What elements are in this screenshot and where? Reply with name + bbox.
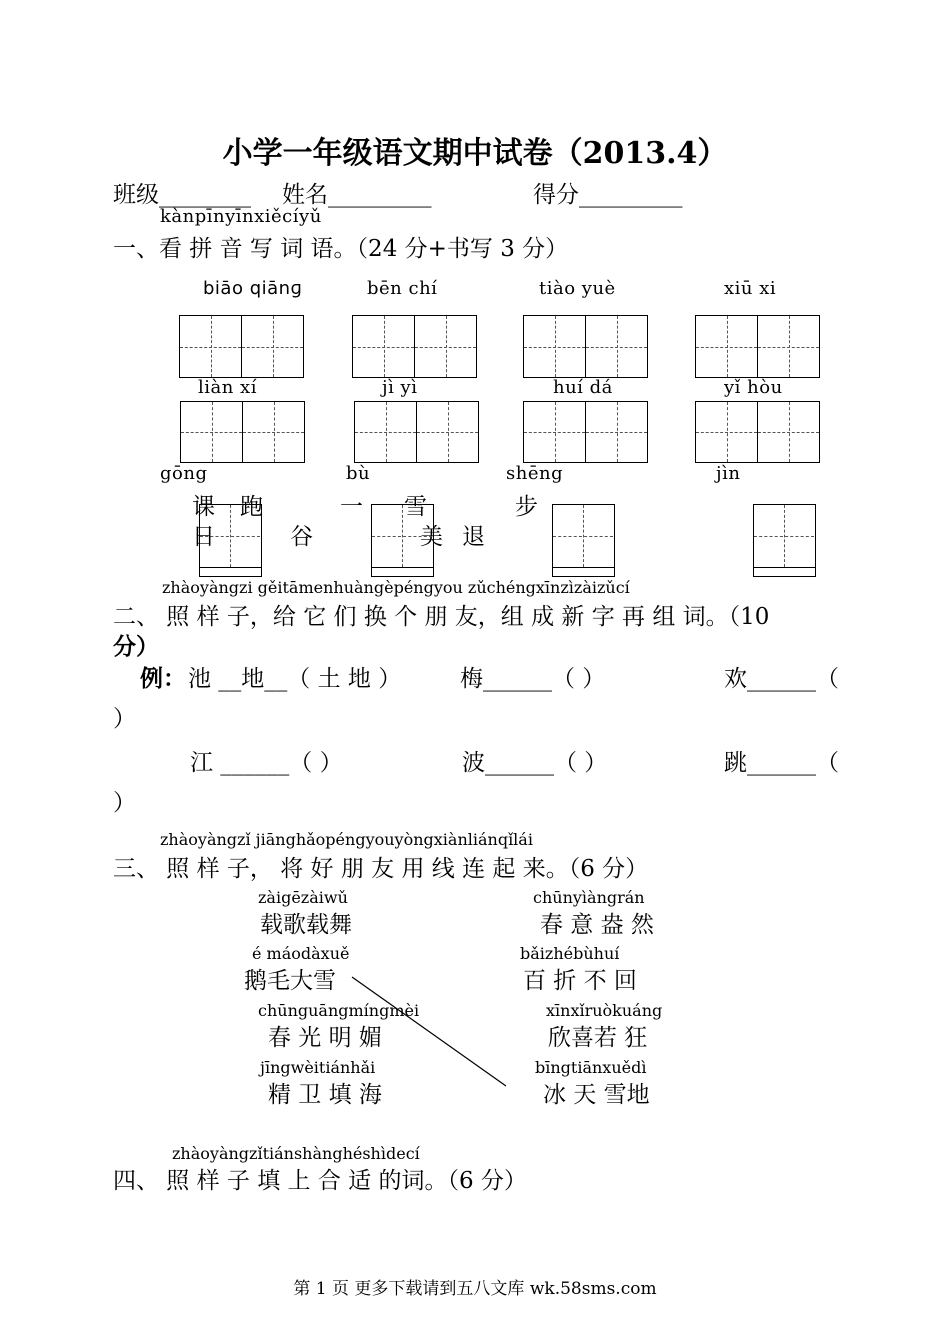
q1-pinyin-8: yǐ hòu: [724, 377, 783, 398]
q1-pinyin-10: bù: [346, 463, 371, 484]
q2-heading: 二、 照 样 子，给 它 们 换 个 朋 友，组 成 新 字 再 组 词。（10: [113, 604, 770, 630]
example-item: 池 __地__（ 土 地 ）: [188, 666, 402, 692]
page-footer: 第 1 页 更多下载请到五八文库 wk.58sms.com: [293, 1279, 657, 1299]
q1-pinyin-5: liàn xí: [198, 377, 257, 398]
char-option: 美: [420, 524, 443, 550]
idiom-pinyin: bǎizhébùhuí: [520, 944, 620, 963]
q1-pinyin: kànpīnyīnxiěcíyǔ: [160, 206, 322, 227]
char-option: 步: [515, 494, 538, 520]
close-paren: ）: [113, 790, 136, 816]
idiom-pinyin: chūnguāngmíngmèi: [258, 1001, 420, 1020]
page-title: 小学一年级语文期中试卷（2013.4）: [222, 136, 728, 171]
q1-pinyin-12: jìn: [716, 463, 741, 484]
q1-pinyin-3: tiào yuè: [539, 278, 616, 299]
idiom-right[interactable]: 春 意 盎 然: [540, 912, 654, 938]
idiom-left[interactable]: 鹅毛大雪: [244, 968, 336, 994]
q1-pinyin-4: xiū xi: [724, 278, 777, 299]
char-option: 退: [462, 524, 485, 550]
idiom-pinyin: é máodàxuě: [252, 944, 350, 963]
q1-pinyin-9: gōng: [160, 463, 208, 484]
char-option: 课: [192, 494, 215, 520]
q3-heading: 三、 照 样 子， 将 好 朋 友 用 线 连 起 来。（6 分）: [113, 856, 649, 882]
answer-blank[interactable]: 波______（ ）: [462, 750, 608, 776]
answer-blank[interactable]: 跳______（: [724, 750, 839, 776]
q1-pinyin-2: bēn chí: [367, 278, 438, 299]
char-option: 雪: [404, 494, 427, 520]
answer-blank[interactable]: 江 ______（ ）: [190, 750, 343, 776]
name-field: 姓名_________: [282, 182, 432, 208]
q1-pinyin-7: huí dá: [553, 377, 613, 398]
idiom-left[interactable]: 载歌载舞: [260, 912, 352, 938]
example-label: 例：: [140, 665, 186, 692]
q4-pinyin: zhàoyàngzǐtiánshànghéshìdecí: [172, 1144, 420, 1163]
q1-heading: 一、看 拼 音 写 词 语。（24 分+书写 3 分）: [113, 236, 569, 262]
idiom-pinyin: jīngwèitiánhǎi: [260, 1058, 376, 1077]
char-option: 谷: [290, 524, 313, 550]
answer-blank[interactable]: 梅______（ ）: [460, 666, 606, 692]
class-field: 班级________: [113, 182, 251, 208]
idiom-pinyin: zàigēzàiwǔ: [258, 888, 348, 907]
q2-pinyin: zhàoyàngzi gěitāmenhuàngèpéngyou zǔchéngxīnzìzàizǔcí: [162, 578, 630, 597]
q1-pinyin-11: shēng: [506, 463, 564, 484]
idiom-left[interactable]: 春 光 明 媚: [268, 1025, 382, 1051]
idiom-left[interactable]: 精 卫 填 海: [268, 1082, 382, 1108]
idiom-pinyin: chūnyìàngrán: [533, 888, 645, 907]
idiom-right[interactable]: 冰 天 雪地: [543, 1082, 650, 1108]
char-option: 一: [340, 494, 363, 520]
q3-pinyin: zhàoyàngzǐ jiānghǎopéngyouyòngxiànliánqǐlái: [160, 830, 533, 849]
close-paren: ）: [113, 706, 136, 732]
q4-heading: 四、 照 样 子 填 上 合 适 的词。（6 分）: [113, 1168, 527, 1194]
idiom-pinyin: bīngtiānxuědì: [535, 1058, 647, 1077]
idiom-right[interactable]: 百 折 不 回: [523, 968, 637, 994]
q1-pinyin-1: biāo qiānɡ: [203, 278, 303, 299]
idiom-right[interactable]: 欣喜若 狂: [548, 1025, 648, 1051]
char-option: 跑: [240, 494, 263, 520]
idiom-pinyin: xīnxǐruòkuáng: [546, 1001, 663, 1020]
answer-blank[interactable]: 欢______（: [724, 666, 839, 692]
char-option: 日: [192, 524, 215, 550]
score-field: 得分_________: [533, 182, 683, 208]
q2-heading-cont: 分）: [113, 633, 159, 660]
q1-pinyin-6: jì yì: [382, 377, 418, 398]
